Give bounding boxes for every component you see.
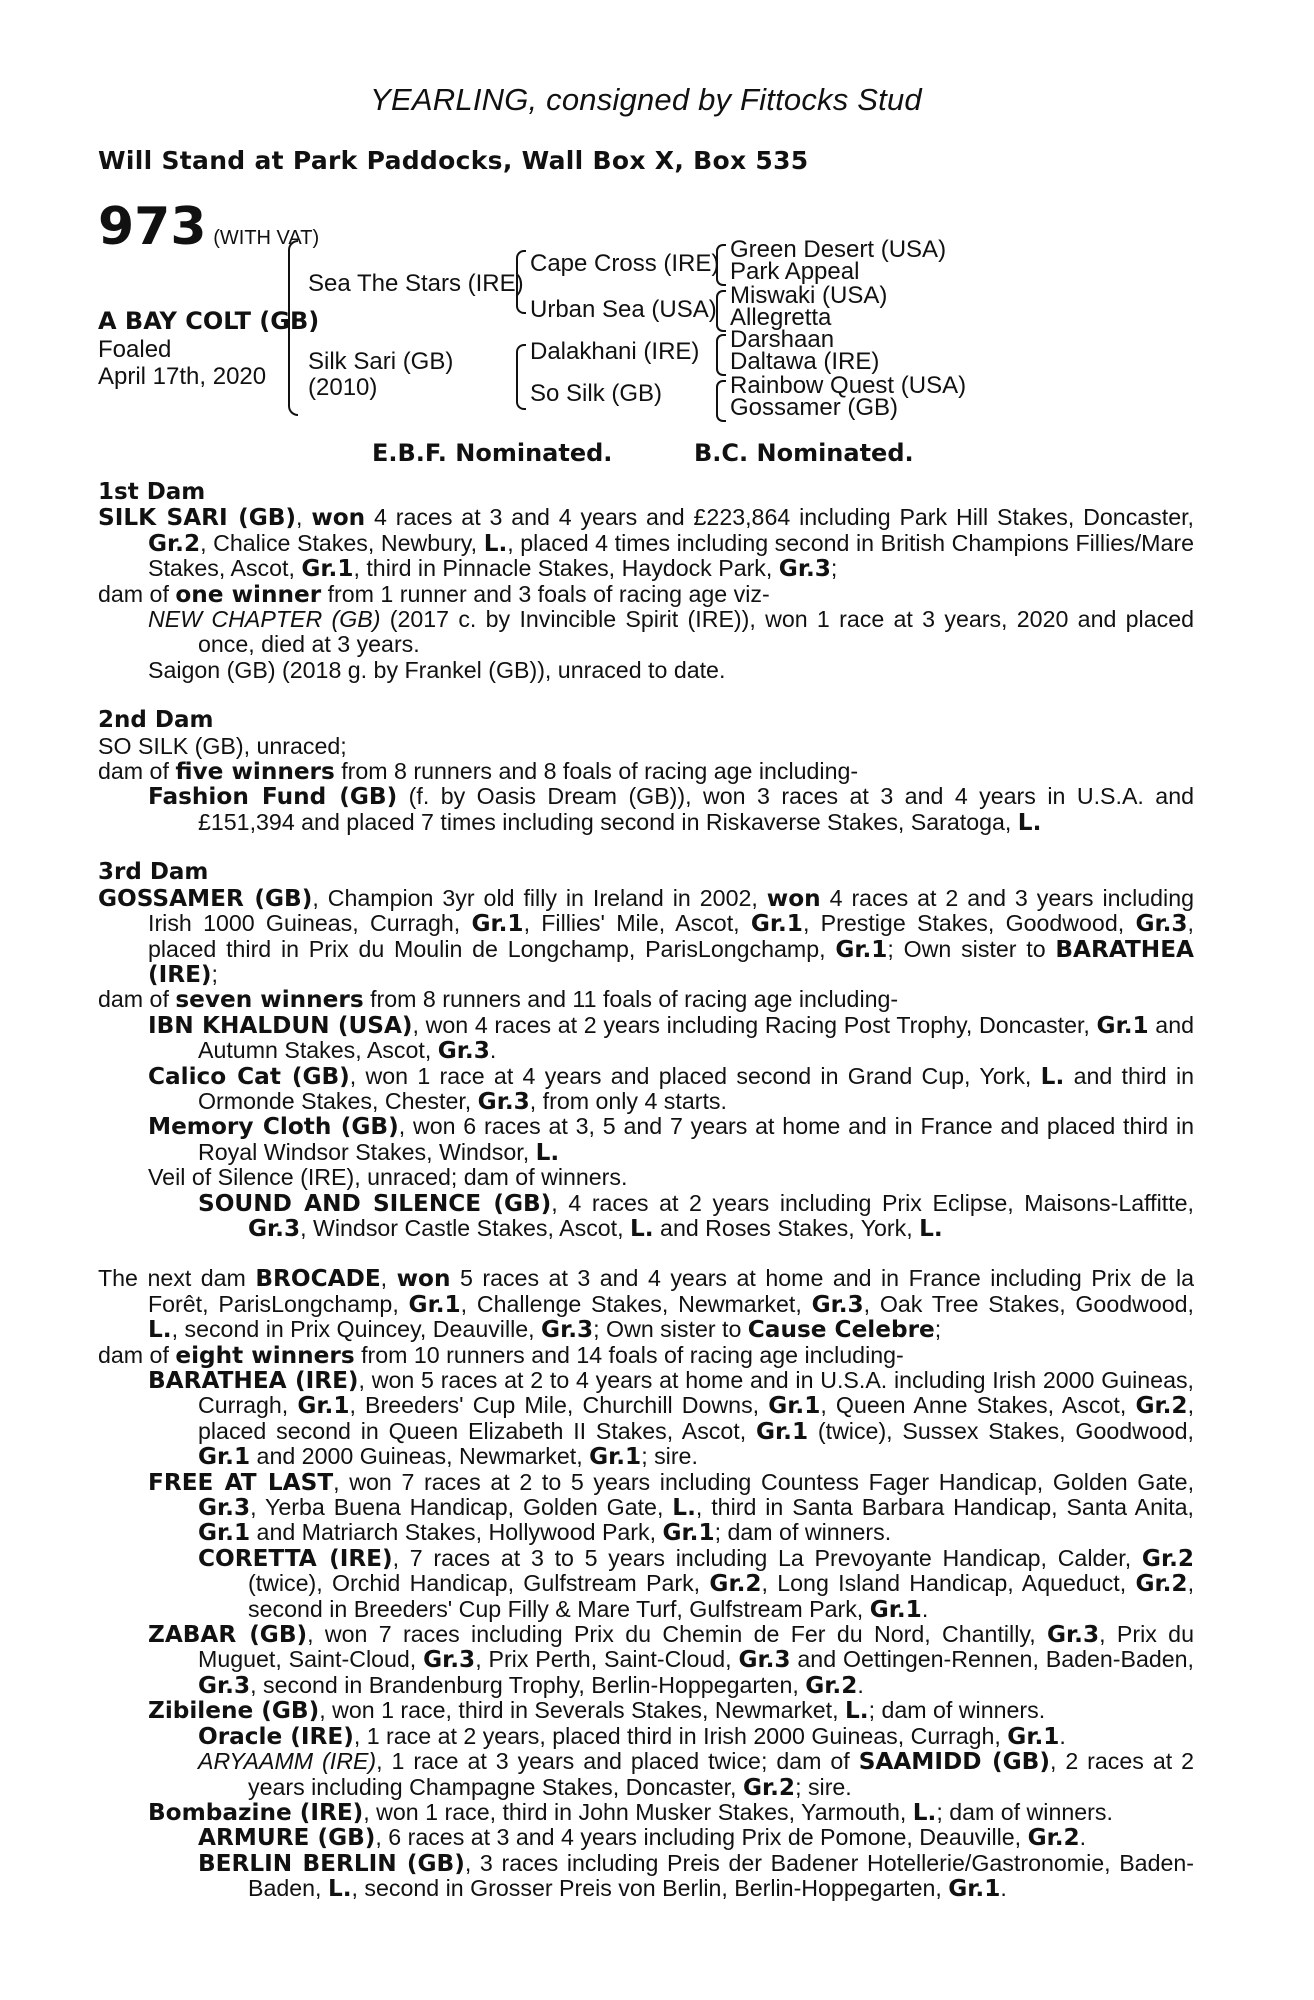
text: , 2 races at 2 years including Champagne Stakes, Doncaster, — [248, 1748, 1195, 1800]
text: ; — [211, 960, 218, 987]
text: 5 races at 3 and 4 years at home and in France including Prix de la Forêt, ParisLongchamp, — [148, 1265, 1194, 1317]
record-paragraph — [98, 1368, 1194, 1470]
text: ; Own sister to — [887, 935, 1056, 962]
bold-text: Gr.3 — [1047, 1621, 1100, 1649]
bold-text: Gr.1 — [835, 935, 888, 963]
bold-text: Gr.3 — [541, 1316, 594, 1344]
record-paragraph — [98, 987, 1194, 1012]
text: 4 races at 2 and 3 years including Irish 1000 Guineas, Curragh, — [148, 884, 1194, 937]
granddam-line-6: Daltawa (IRE) — [730, 348, 880, 375]
text: , Prestige Stakes, Goodwood, — [802, 910, 1136, 937]
text: (2017 c. by Invincible Spirit (IRE)), won 1 race at 3 years, 2020 and placed once, died at 3 years. — [198, 606, 1194, 658]
text: . — [921, 1595, 929, 1622]
bold-text: Gr.3 — [198, 1671, 251, 1699]
italic-text: ARYAAMM (IRE) — [198, 1748, 377, 1775]
record-paragraph — [98, 886, 1194, 988]
text: , — [296, 504, 312, 531]
text: , won 7 races including Prix du Chemin de Fer du Nord, Chantilly, — [307, 1621, 1048, 1648]
text: , Queen Anne Stakes, Ascot, — [820, 1392, 1136, 1419]
foaled-date: April 17th, 2020 — [98, 363, 267, 390]
bold-text: IBN KHALDUN (USA) — [148, 1011, 413, 1039]
bold-text: L. — [148, 1316, 172, 1344]
bold-text: L. — [327, 1875, 352, 1903]
record-paragraph — [98, 658, 1194, 683]
record-paragraph — [98, 1266, 1194, 1342]
text: Veil of Silence (IRE), unraced; dam of winners. — [148, 1164, 628, 1191]
text: from 1 runner and 3 foals of racing age viz- — [321, 580, 770, 607]
bold-text: Calico Cat (GB) — [148, 1062, 350, 1090]
text: , 4 races at 2 years including Prix Eclipse, Maisons-Laffitte, — [551, 1189, 1194, 1216]
text: . — [489, 1037, 497, 1064]
record-paragraph — [98, 1470, 1194, 1546]
text: , 1 race at 2 years, placed third in Irish 2000 Guineas, Curragh, — [353, 1722, 1008, 1749]
text: , Yerba Buena Handicap, Golden Gate, — [250, 1494, 673, 1521]
text: ; Own sister to — [593, 1316, 748, 1343]
bold-text: Gr.1 — [198, 1519, 251, 1547]
text: . — [1059, 1722, 1066, 1749]
bold-text: L. — [1017, 808, 1042, 836]
text: , Windsor Castle Stakes, Ascot, — [300, 1214, 631, 1241]
record-paragraph — [98, 1749, 1194, 1800]
bold-text: Gr.1 — [301, 555, 354, 583]
bold-text: Gr.3 — [738, 1646, 791, 1674]
bold-text: one winner — [175, 580, 322, 608]
bold-text: eight winners — [175, 1341, 355, 1369]
bold-text: Oracle (IRE) — [198, 1722, 354, 1750]
record-paragraph — [98, 1698, 1194, 1723]
text: , won 4 races at 2 years including Racing Post Trophy, Doncaster, — [412, 1011, 1097, 1038]
section-heading — [98, 708, 1194, 733]
granddam-line-7: Rainbow Quest (USA) — [730, 372, 967, 399]
text: dam of — [98, 1341, 176, 1368]
brace-g2 — [716, 290, 726, 332]
record-paragraph — [98, 1724, 1194, 1749]
bold-text: won — [766, 884, 821, 912]
record-paragraph — [98, 1800, 1194, 1825]
bold-text: L. — [535, 1138, 560, 1166]
granddam-line-3: Miswaki (USA) — [730, 282, 888, 309]
produce-record — [98, 480, 1194, 1902]
record-paragraph — [98, 1546, 1194, 1622]
section-heading — [98, 480, 1194, 505]
bold-text: SILK SARI (GB) — [98, 504, 297, 532]
text: , — [380, 1265, 397, 1292]
text: , second in Brandenburg Trophy, Berlin-Hoppegarten, — [250, 1671, 806, 1698]
bold-text: Gr.1 — [198, 1443, 251, 1471]
record-paragraph — [98, 505, 1194, 581]
section-gap — [98, 835, 1194, 860]
bold-text: Gr.1 — [948, 1875, 1001, 1903]
text: , Breeders' Cup Mile, Churchill Downs, — [349, 1392, 769, 1419]
bold-text: Bombazine (IRE) — [148, 1798, 364, 1826]
italic-text: NEW CHAPTER (GB) — [148, 606, 381, 633]
bold-text: Zibilene (GB) — [148, 1697, 320, 1725]
sire: Sea The Stars (IRE) — [308, 270, 524, 297]
text: from 10 runners and 14 foals of racing age including- — [354, 1341, 904, 1368]
granddam-line-1: Green Desert (USA) — [730, 236, 947, 263]
bold-text: Memory Cloth (GB) — [148, 1113, 399, 1141]
text: , Long Island Handicap, Aqueduct, — [761, 1570, 1136, 1597]
text: , second in Prix Quincey, Deauville, — [171, 1316, 542, 1343]
bold-text: Gr.1 — [869, 1595, 922, 1623]
bold-text: BARATHEA (IRE) — [148, 1367, 359, 1394]
bold-text: 3rd Dam — [98, 859, 209, 886]
bold-text: Fashion Fund (GB) — [148, 783, 398, 811]
text: , Champion 3yr old filly in Ireland in 2002, — [312, 884, 767, 911]
bold-text: Gr.3 — [437, 1037, 490, 1065]
bold-text: Gr.3 — [477, 1087, 530, 1115]
record-paragraph — [98, 1825, 1194, 1850]
text: . — [857, 1671, 864, 1698]
bold-text: Gr.1 — [1007, 1722, 1060, 1750]
record-paragraph — [98, 759, 1194, 784]
ebf-nomination: E.B.F. Nominated. — [372, 439, 613, 467]
text: , placed second in Queen Elizabeth II Stakes, Ascot, — [198, 1392, 1195, 1444]
text: , won 5 races at 2 to 4 years at home and in U.S.A. including Irish 2000 Guineas, Curragh, — [198, 1367, 1194, 1419]
bold-text: seven winners — [175, 986, 364, 1014]
bold-text: Gr.3 — [198, 1494, 251, 1522]
bold-text: Gr.2 — [1141, 1544, 1195, 1572]
text: SO SILK (GB), unraced; — [98, 732, 347, 759]
text: from 8 runners and 11 foals of racing age including- — [363, 986, 899, 1013]
record-paragraph — [98, 1114, 1194, 1165]
bold-text: 2nd Dam — [98, 707, 214, 734]
sire-sire: Cape Cross (IRE) — [530, 250, 720, 277]
bold-text: Gr.1 — [471, 910, 524, 938]
sire-dam: Urban Sea (USA) — [530, 296, 717, 323]
text: , from only 4 starts. — [529, 1087, 727, 1114]
text: , Prix du Muguet, Saint-Cloud, — [198, 1621, 1194, 1673]
bold-text: FREE AT LAST — [148, 1468, 334, 1496]
bold-text: won — [396, 1265, 451, 1293]
bold-text: five winners — [175, 758, 335, 786]
bold-text: Gr.1 — [297, 1392, 350, 1420]
granddam-line-4: Allegretta — [730, 304, 832, 331]
brace-g1 — [716, 244, 726, 286]
text: , won 7 races at 2 to 5 years including Countess Fager Handicap, Golden Gate, — [333, 1468, 1195, 1495]
text: . — [1000, 1875, 1007, 1902]
text: dam of — [98, 986, 176, 1013]
record-paragraph — [98, 784, 1194, 835]
text: , second in Grosser Preis von Berlin, Berlin-Hoppegarten, — [351, 1875, 949, 1902]
record-paragraph — [98, 1064, 1194, 1115]
text: and third in Ormonde Stakes, Chester, — [198, 1062, 1195, 1114]
vat-note: (WITH VAT) — [213, 227, 320, 249]
record-paragraph — [98, 1622, 1194, 1698]
text: and Autumn Stakes, Ascot, — [198, 1011, 1194, 1064]
bold-text: Gr.2 — [1027, 1824, 1080, 1852]
bold-text: CORETTA (IRE) — [198, 1544, 393, 1572]
text: , 3 races including Preis der Badener Hotellerie/Gastronomie, Baden-Baden, — [248, 1849, 1194, 1902]
text: ; sire. — [641, 1443, 698, 1470]
granddam-line-2: Park Appeal — [730, 258, 860, 285]
text: , Challenge Stakes, Newmarket, — [460, 1290, 812, 1317]
bc-nomination: B.C. Nominated. — [694, 439, 914, 467]
bold-text: BARATHEA (IRE) — [148, 935, 1194, 988]
dam-dam: So Silk (GB) — [530, 380, 663, 407]
brace-g3 — [716, 334, 726, 376]
bold-text: Gr.3 — [811, 1290, 864, 1318]
section-gap — [98, 683, 1194, 708]
bold-text: BERLIN BERLIN (GB) — [198, 1849, 465, 1877]
text: , 1 race at 3 years and placed twice; dam of — [376, 1748, 859, 1775]
bold-text: ARMURE (GB) — [198, 1824, 376, 1852]
text: ; dam of winners. — [868, 1697, 1046, 1724]
bold-text: Gr.1 — [589, 1443, 642, 1471]
dam-year: (2010) — [308, 374, 378, 401]
record-paragraph — [98, 734, 1194, 759]
stand-location: Will Stand at Park Paddocks, Wall Box X, Box 535 — [98, 146, 809, 175]
bold-text: Gr.3 — [1135, 910, 1188, 938]
text: (twice), Sussex Stakes, Goodwood, — [808, 1417, 1195, 1444]
bold-text: Cause Celebre — [747, 1316, 935, 1344]
bold-text: ZABAR (GB) — [148, 1621, 308, 1649]
bold-text: Gr.3 — [248, 1214, 301, 1242]
text: ; — [934, 1316, 942, 1343]
bold-text: 1st Dam — [98, 479, 206, 505]
record-paragraph — [98, 1191, 1194, 1242]
text: dam of — [98, 580, 176, 607]
record-paragraph — [98, 1013, 1194, 1064]
record-paragraph — [98, 1851, 1194, 1902]
granddam-line-8: Gossamer (GB) — [730, 394, 899, 421]
text: , placed third in Prix du Moulin de Longchamp, ParisLongchamp, — [148, 910, 1194, 962]
section-heading — [98, 860, 1194, 885]
text: ; sire. — [795, 1773, 852, 1800]
lot-number-line — [98, 197, 320, 257]
record-paragraph — [98, 1343, 1194, 1368]
foaled-label: Foaled — [98, 336, 172, 363]
bold-text: Gr.2 — [1135, 1392, 1188, 1420]
granddam-line-5: Darshaan — [730, 326, 835, 353]
bold-text: L. — [672, 1494, 696, 1522]
text: , won 1 race, third in Severals Stakes, Newmarket, — [319, 1697, 845, 1724]
bold-text: L. — [919, 1214, 943, 1242]
dam: Silk Sari (GB) — [308, 348, 454, 375]
text: (f. by Oasis Dream (GB)), won 3 races at 3 and 4 years in U.S.A. and £151,394 and placed 7 times including second in Riskaverse Stakes, Saratoga, — [198, 783, 1194, 835]
bold-text: Gr.1 — [755, 1417, 809, 1445]
bold-text: Gr.1 — [750, 910, 803, 938]
bold-text: L. — [912, 1798, 937, 1826]
text: and Oettingen-Rennen, Baden-Baden, — [790, 1646, 1195, 1673]
lot-number: 973 — [98, 197, 207, 257]
record-paragraph — [98, 1165, 1194, 1190]
bold-text: GOSSAMER (GB) — [98, 884, 313, 912]
text: ; — [830, 555, 838, 582]
text: , won 1 race, third in John Musker Stakes, Yarmouth, — [363, 1798, 913, 1825]
brace-sire — [516, 250, 526, 314]
text: . — [1079, 1824, 1087, 1851]
bold-text: won — [311, 504, 366, 532]
text: , third in Pinnacle Stakes, Haydock Park, — [353, 555, 779, 582]
text: , second in Breeders' Cup Filly & Mare Turf, Gulfstream Park, — [248, 1570, 1195, 1622]
bold-text: Gr.1 — [662, 1519, 715, 1547]
bold-text: L. — [845, 1697, 869, 1725]
text: from 8 runners and 8 foals of racing age including- — [334, 758, 859, 785]
bold-text: Gr.2 — [148, 529, 201, 557]
dam-sire: Dalakhani (IRE) — [530, 338, 700, 365]
text: , won 1 race at 4 years and placed second in Grand Cup, York, — [349, 1062, 1041, 1089]
text: , Oak Tree Stakes, Goodwood, — [863, 1290, 1194, 1317]
bold-text: L. — [1040, 1062, 1065, 1090]
bold-text: Gr.3 — [423, 1646, 476, 1674]
bold-text: Gr.1 — [1096, 1011, 1149, 1039]
bold-text: Gr.2 — [805, 1671, 858, 1699]
horse-description: A BAY COLT (GB) — [98, 307, 320, 335]
text: and 2000 Guineas, Newmarket, — [250, 1443, 590, 1470]
record-paragraph — [98, 582, 1194, 607]
bold-text: Gr.1 — [768, 1392, 821, 1420]
record-paragraph — [98, 607, 1194, 658]
bold-text: SAAMIDD (GB) — [858, 1748, 1050, 1776]
bold-text: SOUND AND SILENCE (GB) — [198, 1189, 552, 1217]
text: , 7 races at 3 to 5 years including La Prevoyante Handicap, Calder, — [392, 1544, 1142, 1571]
bold-text: BROCADE — [255, 1265, 381, 1293]
brace-dam — [516, 344, 526, 410]
text: , placed 4 times including second in British Champions Fillies/Mare Stakes, Ascot, — [148, 529, 1194, 582]
text: and Roses Stakes, York, — [653, 1214, 920, 1241]
text: , Fillies' Mile, Ascot, — [523, 910, 751, 937]
text: 4 races at 3 and 4 years and £223,864 including Park Hill Stakes, Doncaster, — [365, 504, 1195, 531]
text: Saigon (GB) (2018 g. by Frankel (GB)), unraced to date. — [148, 656, 726, 683]
bold-text: Gr.2 — [709, 1570, 762, 1598]
text: , Prix Perth, Saint-Cloud, — [475, 1646, 739, 1673]
section-gap — [98, 1241, 1194, 1266]
brace-g4 — [716, 380, 726, 422]
bold-text: Gr.2 — [1135, 1570, 1188, 1598]
text: (twice), Orchid Handicap, Gulfstream Park, — [248, 1570, 710, 1597]
text: , 6 races at 3 and 4 years including Prix de Pomone, Deauville, — [375, 1824, 1028, 1851]
text: ; dam of winners. — [936, 1798, 1113, 1825]
bold-text: Gr.2 — [742, 1773, 796, 1801]
bold-text: Gr.1 — [408, 1290, 461, 1318]
text: and Matriarch Stakes, Hollywood Park, — [250, 1519, 663, 1546]
bold-text: L. — [630, 1214, 654, 1242]
text: , third in Santa Barbara Handicap, Santa Anita, — [695, 1494, 1194, 1521]
bold-text: Gr.3 — [778, 555, 831, 583]
text: The next dam — [98, 1265, 256, 1292]
text: , Chalice Stakes, Newbury, — [200, 529, 484, 556]
text: ; dam of winners. — [714, 1519, 892, 1546]
text: dam of — [98, 758, 176, 785]
consignor-heading: YEARLING, consigned by Fittocks Stud — [370, 82, 922, 117]
brace-gen1 — [288, 240, 298, 416]
bold-text: L. — [483, 529, 508, 557]
text: , won 6 races at 3, 5 and 7 years at home and in France and placed third in Royal Windsor Stakes, Windsor, — [198, 1113, 1194, 1165]
pedigree-block — [98, 197, 1194, 510]
